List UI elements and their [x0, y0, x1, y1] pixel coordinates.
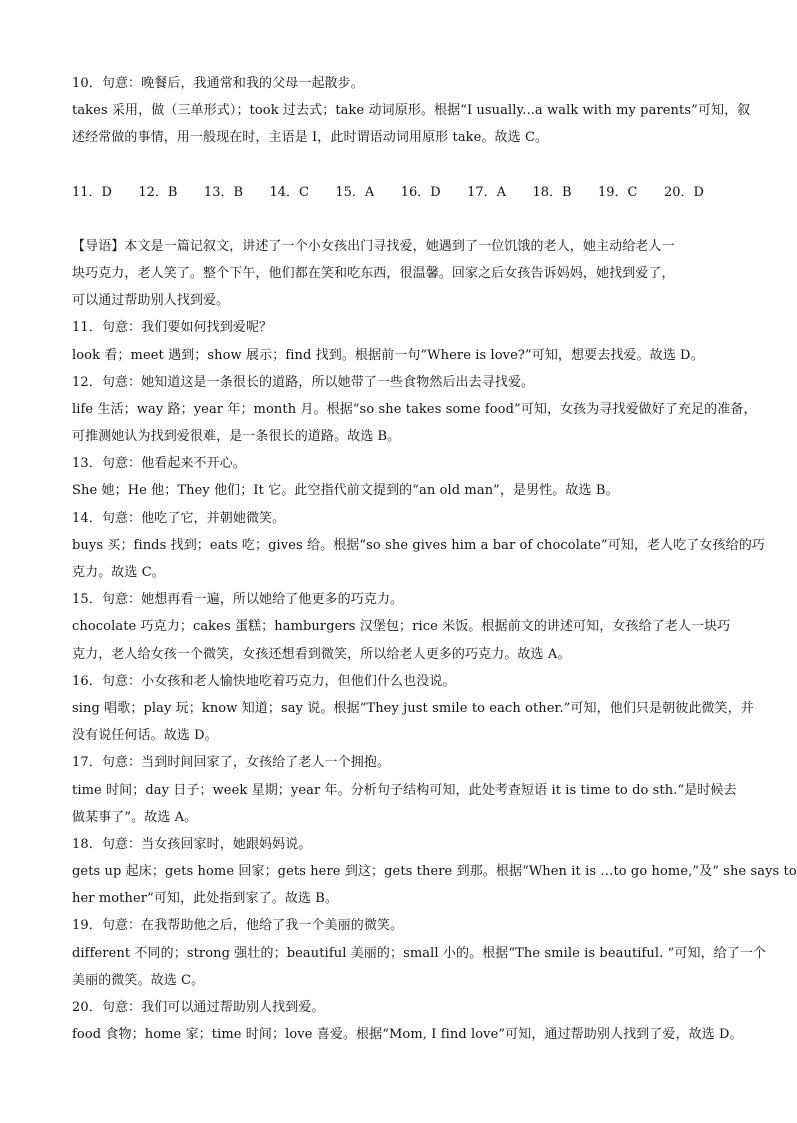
answer-19: 19．C	[598, 184, 638, 200]
question-13-explanation-line-1: She 她；He 他；They 他们；It 它。此空指代前文提到的“an old man”，是男性。故选 B。	[72, 483, 619, 499]
question-14-explanation-line-1: buys 买；finds 找到；eats 吃；gives 给。根据“so she gives him a bar of chocolate”可知，老人吃了女孩给的巧	[72, 537, 765, 553]
question-15-explanation-line-2: 克力，老人给女孩一个微笑，女孩还想看到微笑，所以给老人更多的巧克力。故选 A。	[72, 646, 571, 662]
question-12-title: 12．句意：她知道这是一条很长的道路，所以她带了一些食物然后出去寻找爱。	[72, 374, 535, 390]
question-11-title: 11．句意：我们要如何找到爱呢？	[72, 320, 273, 336]
introduction-line-1: 【导语】本文是一篇记叙文，讲述了一个小女孩出门寻找爱，她遇到了一位饥饿的老人，她主动给老人一	[72, 238, 675, 254]
question-10-block	[72, 70, 751, 152]
question-16-title: 16．句意：小女孩和老人愉快地吃着巧克力，但他们什么也没说。	[72, 673, 456, 689]
question-18-explanation-line-2: her mother”可知，此处指到家了。故选 B。	[72, 891, 339, 907]
answer-key-row	[72, 179, 704, 206]
introduction-line-2: 块巧克力，老人笑了。整个下午，他们都在笑和吃东西，很温馨。回家之后女孩告诉妈妈，她找到爱了，	[72, 265, 675, 281]
answer-17: 17．A	[467, 184, 507, 200]
question-13-block	[72, 450, 724, 504]
question-15-title: 15．句意：她想再看一遍，所以她给了他更多的巧克力。	[72, 592, 404, 608]
question-18-title: 18．句意：当女孩回家时，她跟妈妈说。	[72, 836, 312, 852]
question-13-title: 13．句意：他看起来不开心。	[72, 456, 246, 472]
question-19-block	[72, 912, 767, 994]
introduction-line-3: 可以通过帮助别人找到爱。	[72, 293, 230, 309]
answer-20: 20．D	[663, 184, 704, 200]
question-10-explanation-line-2: 述经常做的事情，用一般现在时，主语是 I，此时谓语动词用原形 take。故选 C。	[72, 130, 549, 146]
question-20-explanation-line-1: food 食物；home 家；time 时间；love 喜爱。根据“Mom, I find love”可知，通过帮助别人找到了爱，故选 D。	[72, 1027, 743, 1043]
answer-14: 14．C	[269, 184, 309, 200]
question-17-explanation-line-1: time 时间；day 日子；week 星期；year 年。分析句子结构可知，此处考查短语 it is time to do sth.“是时候去	[72, 782, 737, 798]
question-10-explanation-line-1: takes 采用，做（三单形式）；took 过去式；take 动词原形。根据“I usually...a walk with my parents”可知，叙	[72, 103, 751, 119]
question-14-title: 14．句意：他吃了它，并朝她微笑。	[72, 510, 286, 526]
question-18-explanation-line-1: gets up 起床；gets home 回家；gets here 到这；gets there 到那。根据“When it is …to go home,”及“ she says to	[72, 864, 797, 880]
question-16-explanation-line-1: sing 唱歌；play 玩；know 知道；say 说。根据“They just smile to each other.”可知，他们只是朝彼此微笑，并	[72, 700, 754, 716]
question-15-block	[72, 586, 731, 668]
answer-11: 11．D	[72, 184, 112, 200]
question-11-explanation-line-1: look 看；meet 遇到；show 展示；find 找到。根据前一句“Where is love?”可知，想要去找爱。故选 D。	[72, 347, 704, 363]
question-18-block	[72, 831, 797, 913]
question-20-block	[72, 994, 743, 1048]
question-17-block	[72, 749, 737, 831]
answer-15: 15．A	[335, 184, 375, 200]
passage-introduction	[72, 233, 724, 315]
question-19-explanation-line-1: different 不同的；strong 强壮的；beautiful 美丽的；small 小的。根据“The smile is beautiful. ”可知，给了一个	[72, 945, 767, 961]
question-19-title: 19．句意：在我帮助他之后，他给了我一个美丽的微笑。	[72, 918, 404, 934]
question-12-block	[72, 369, 757, 451]
question-20-title: 20．句意：我们可以通过帮助别人找到爱。	[72, 1000, 325, 1015]
question-15-explanation-line-1: chocolate 巧克力；cakes 蛋糕；hamburgers 汉堡包；rice 米饭。根据前文的讲述可知，女孩给了老人一块巧	[72, 619, 731, 635]
question-10-title: 10．句意：晚餐后，我通常和我的父母一起散步。	[72, 76, 364, 91]
question-14-block	[72, 505, 765, 587]
question-17-title: 17．句意：当到时间回家了，女孩给了老人一个拥抱。	[72, 755, 391, 771]
answer-13: 13．B	[203, 184, 244, 200]
answer-explanation-page	[72, 70, 797, 1048]
question-19-explanation-line-2: 美丽的微笑。故选 C。	[72, 972, 205, 988]
answer-12: 12．B	[138, 184, 178, 200]
question-12-explanation-line-1: life 生活；way 路；year 年；month 月。根据“so she takes some food”可知，女孩为寻找爱做好了充足的准备，	[72, 401, 757, 417]
answer-16: 16．D	[400, 184, 441, 200]
answer-18: 18．B	[532, 184, 572, 200]
question-11-block	[72, 314, 724, 368]
question-17-explanation-line-2: 做某事了”。故选 A。	[72, 809, 198, 825]
question-16-explanation-line-2: 没有说任何话。故选 D。	[72, 728, 218, 744]
question-12-explanation-line-2: 可推测她认为找到爱很难，是一条很长的道路。故选 B。	[72, 429, 401, 445]
question-16-block	[72, 668, 754, 750]
question-14-explanation-line-2: 克力。故选 C。	[72, 565, 165, 580]
